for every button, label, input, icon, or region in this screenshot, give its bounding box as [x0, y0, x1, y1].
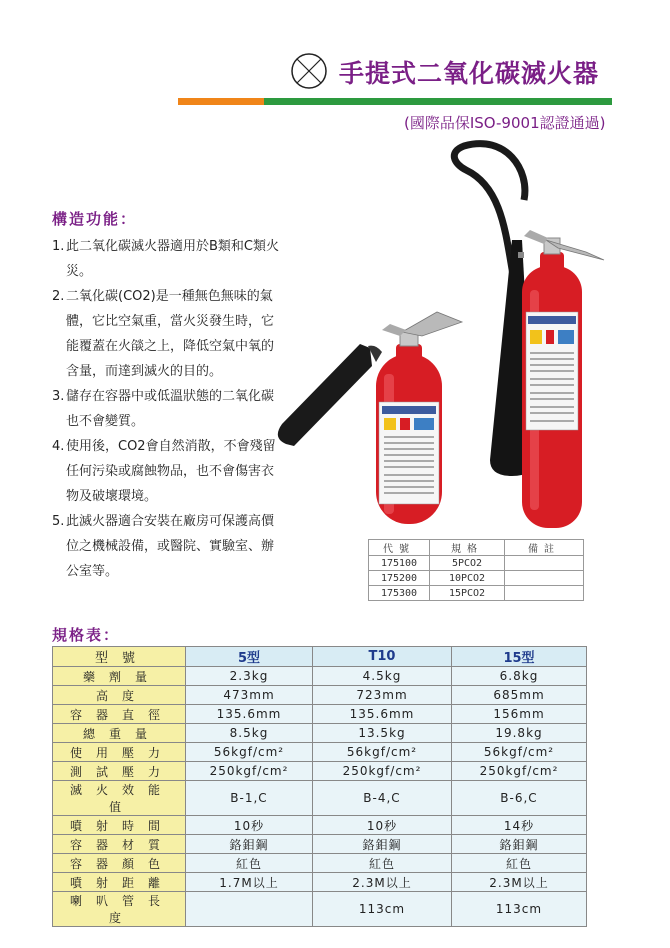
certification-note: (國際品保ISO-9001認證通過) — [404, 114, 606, 132]
spec-row — [53, 873, 587, 892]
feature-number: 4. — [52, 439, 65, 454]
spec-cell: 135.6mm — [313, 705, 452, 724]
product-code-table — [368, 539, 584, 601]
spec-cell — [186, 892, 313, 927]
feature-item — [52, 384, 284, 434]
large-extinguisher-image — [446, 140, 606, 530]
spec-cell: 723mm — [313, 686, 452, 705]
code-cell — [505, 586, 584, 601]
spec-header-15: 15型 — [452, 647, 587, 667]
spec-cell: 19.8kg — [452, 724, 587, 743]
small-extinguisher-image — [272, 304, 472, 534]
spec-cell: 685mm — [452, 686, 587, 705]
code-cell — [505, 556, 584, 571]
spec-cell: 56kgf/cm² — [313, 743, 452, 762]
spec-row-label: 噴射距離 — [53, 873, 186, 892]
spec-cell: 250kgf/cm² — [186, 762, 313, 781]
spec-row-label: 噴射時間 — [53, 816, 186, 835]
page-title: 手提式二氧化碳滅火器 — [339, 59, 600, 88]
spec-cell: 2.3kg — [186, 667, 313, 686]
spec-cell: 156mm — [452, 705, 587, 724]
feature-number: 2. — [52, 289, 65, 304]
spec-row — [53, 705, 587, 724]
spec-row-label: 總重量 — [53, 724, 186, 743]
spec-cell: 6.8kg — [452, 667, 587, 686]
spec-cell: 4.5kg — [313, 667, 452, 686]
green-divider — [264, 98, 612, 105]
spec-cell: 紅色 — [313, 854, 452, 873]
spec-row — [53, 686, 587, 705]
spec-row-label: 容器顏色 — [53, 854, 186, 873]
code-cell: 175100 — [369, 556, 430, 571]
spec-cell: B-6,C — [452, 781, 587, 816]
logo-icon — [290, 52, 328, 90]
spec-row-label: 測試壓力 — [53, 762, 186, 781]
spec-row — [53, 854, 587, 873]
feature-text: 此滅火器適合安裝在廠房可保護高價位之機械設備，或醫院、實驗室、辦公室等。 — [66, 514, 275, 579]
orange-divider — [178, 98, 264, 105]
spec-cell: 56kgf/cm² — [452, 743, 587, 762]
spec-cell: 鉻鉬鋼 — [186, 835, 313, 854]
code-header-code: 代號 — [369, 540, 430, 556]
spec-cell: 2.3M以上 — [313, 873, 452, 892]
code-header-note: 備註 — [505, 540, 584, 556]
spec-cell: 8.5kg — [186, 724, 313, 743]
spec-cell: 10秒 — [186, 816, 313, 835]
spec-cell: 473mm — [186, 686, 313, 705]
spec-row — [53, 762, 587, 781]
spec-row-label: 容器材質 — [53, 835, 186, 854]
feature-number: 5. — [52, 514, 65, 529]
spec-row — [53, 667, 587, 686]
spec-cell: 14秒 — [452, 816, 587, 835]
spec-heading: 規格表： — [52, 626, 121, 644]
spec-row-label: 容器直徑 — [53, 705, 186, 724]
spec-cell: 鉻鉬鋼 — [452, 835, 587, 854]
spec-cell: 10秒 — [313, 816, 452, 835]
spec-cell: 紅色 — [452, 854, 587, 873]
feature-text: 使用後，CO2會自然消散，不會殘留任何污染或腐蝕物品，也不會傷害衣物及破壞環境。 — [66, 439, 276, 504]
feature-text: 儲存在容器中或低溫狀態的二氧化碳也不會變質。 — [66, 389, 275, 429]
spec-cell: 1.7M以上 — [186, 873, 313, 892]
spec-cell: 13.5kg — [313, 724, 452, 743]
code-cell: 175200 — [369, 571, 430, 586]
spec-cell: 紅色 — [186, 854, 313, 873]
code-row — [369, 556, 584, 571]
spec-row — [53, 835, 587, 854]
code-cell: 175300 — [369, 586, 430, 601]
spec-cell: 113cm — [452, 892, 587, 927]
feature-item — [52, 234, 284, 284]
spec-cell: 56kgf/cm² — [186, 743, 313, 762]
spec-row-label: 高度 — [53, 686, 186, 705]
spec-row — [53, 781, 587, 816]
spec-row — [53, 816, 587, 835]
spec-row — [53, 743, 587, 762]
spec-cell: B-4,C — [313, 781, 452, 816]
spec-cell: 250kgf/cm² — [313, 762, 452, 781]
spec-header-t10: T10 — [313, 647, 452, 667]
spec-cell: 135.6mm — [186, 705, 313, 724]
code-header-spec: 規格 — [430, 540, 505, 556]
feature-number: 3. — [52, 389, 65, 404]
spec-header-5: 5型 — [186, 647, 313, 667]
feature-item — [52, 509, 284, 584]
code-cell: 10PCO2 — [430, 571, 505, 586]
code-row — [369, 571, 584, 586]
spec-table — [52, 646, 587, 927]
spec-row — [53, 892, 587, 927]
feature-item — [52, 434, 284, 509]
code-cell: 15PCO2 — [430, 586, 505, 601]
spec-row-label: 使用壓力 — [53, 743, 186, 762]
spec-row-label: 藥劑量 — [53, 667, 186, 686]
spec-row-label: 喇叭管長度 — [53, 892, 186, 927]
spec-header-model: 型號 — [53, 647, 186, 667]
spec-cell: 2.3M以上 — [452, 873, 587, 892]
spec-cell: 250kgf/cm² — [452, 762, 587, 781]
code-cell: 5PCO2 — [430, 556, 505, 571]
spec-cell: 鉻鉬鋼 — [313, 835, 452, 854]
feature-text: 此二氧化碳滅火器適用於B類和C類火災。 — [66, 239, 279, 279]
features-list — [52, 234, 284, 584]
feature-number: 1. — [52, 239, 65, 254]
spec-cell: B-1,C — [186, 781, 313, 816]
spec-row — [53, 724, 587, 743]
feature-item — [52, 284, 284, 384]
code-cell — [505, 571, 584, 586]
features-heading: 構造功能： — [52, 210, 138, 228]
feature-text: 二氧化碳(CO2)是一種無色無味的氣體，它比空氣重，當火災發生時，它能覆蓋在火燄之上，降低空氣中氧的含量，而達到滅火的目的。 — [66, 289, 275, 379]
spec-row-label: 滅火效能值 — [53, 781, 186, 816]
spec-cell: 113cm — [313, 892, 452, 927]
code-row — [369, 586, 584, 601]
